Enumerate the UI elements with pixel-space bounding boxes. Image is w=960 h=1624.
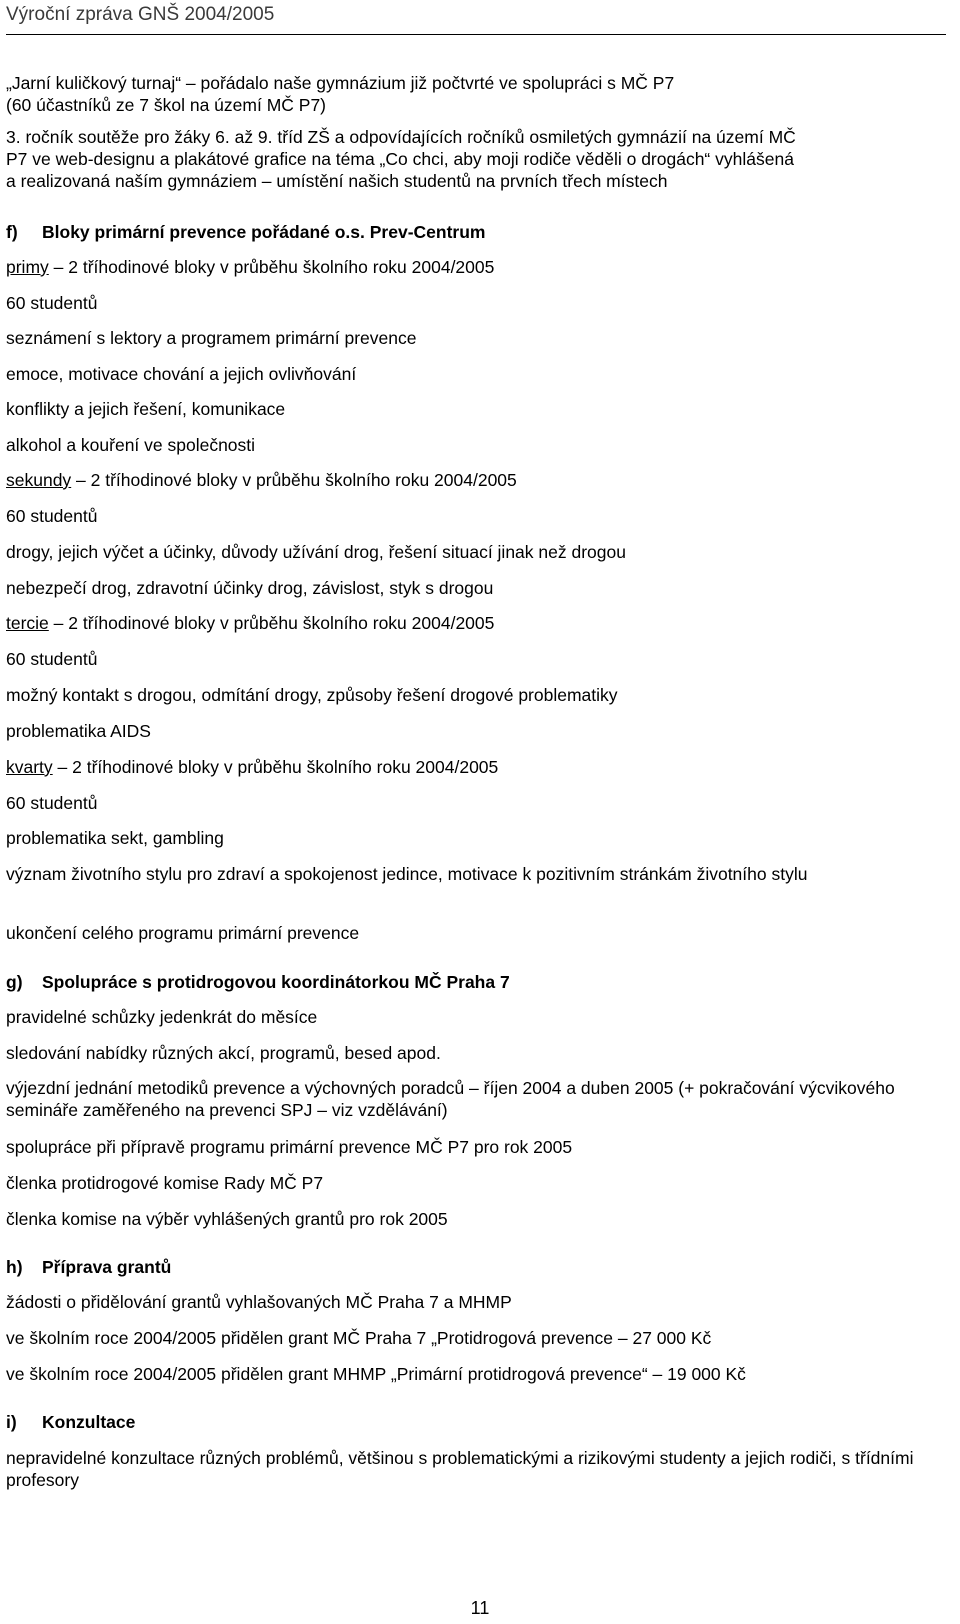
list-item: seznámení s lektory a programem primární prevence — [6, 328, 417, 348]
grade-line-sekundy — [6, 469, 940, 491]
section-label: i) — [6, 1412, 17, 1432]
section-h-heading — [6, 1256, 940, 1278]
section-title: Příprava grantů — [42, 1257, 172, 1277]
list-item: výjezdní jednání metodiků prevence a výchovných poradců – říjen 2004 a duben 2005 (+ pokračování výcvikového semináře zaměřeného na prevenci SPJ – viz vzdělávání) — [6, 1078, 895, 1120]
list-item: drogy, jejich výčet a účinky, důvody užívání drog, řešení situací jinak než drogou — [6, 542, 626, 562]
grade-desc: – 2 tříhodinové bloky v průběhu školního roku 2004/2005 — [52, 757, 499, 777]
list-item: ve školním roce 2004/2005 přidělen grant MHMP „Primární protidrogová prevence“ – 19 000 Kč — [6, 1364, 746, 1384]
page-number: 11 — [470, 1598, 490, 1618]
document-header: Výroční zpráva GNŠ 2004/2005 — [6, 4, 275, 25]
list-item: nepravidelné konzultace různých problémů, většinou s problematickými a rizikovými studenty a jejich rodiči, s třídními profesory — [6, 1448, 914, 1490]
list-item: možný kontakt s drogou, odmítání drogy, způsoby řešení drogové problematiky — [6, 685, 618, 705]
section-label: g) — [6, 972, 23, 992]
intro-line: a realizovaná naším gymnáziem – umístění našich studentů na prvních třech místech — [6, 171, 668, 191]
intro-line: (60 účastníků ze 7 škol na území MČ P7) — [6, 95, 326, 115]
student-count: 60 studentů — [6, 506, 98, 526]
intro-line: „Jarní kuličkový turnaj“ – pořádalo naše gymnázium již počtvrté ve spolupráci s MČ P7 — [6, 73, 675, 93]
list-item: spolupráce při přípravě programu primární prevence MČ P7 pro rok 2005 — [6, 1137, 573, 1157]
section-title: Konzultace — [42, 1412, 136, 1432]
list-item: emoce, motivace chování a jejich ovlivňování — [6, 364, 357, 384]
section-title: Bloky primární prevence pořádané o.s. Prev-Centrum — [42, 222, 486, 242]
section-label: f) — [6, 222, 18, 242]
student-count: 60 studentů — [6, 793, 98, 813]
intro-line: 3. ročník soutěže pro žáky 6. až 9. tříd ZŠ a odpovídajících ročníků osmiletých gymnázií na území MČ — [6, 127, 796, 147]
header-divider — [6, 34, 946, 35]
student-count: 60 studentů — [6, 293, 98, 313]
list-item: alkohol a kouření ve společnosti — [6, 435, 256, 455]
grade-desc: – 2 tříhodinové bloky v průběhu školního roku 2004/2005 — [71, 470, 517, 490]
section-g-heading — [6, 971, 940, 993]
list-item: žádosti o přidělování grantů vyhlašovaných MČ Praha 7 a MHMP — [6, 1292, 512, 1312]
list-item: konflikty a jejich řešení, komunikace — [6, 399, 286, 419]
grade-term: tercie — [6, 613, 49, 633]
section-i-heading — [6, 1411, 940, 1433]
grade-line-primy — [6, 256, 940, 278]
list-item: pravidelné schůzky jedenkrát do měsíce — [6, 1007, 318, 1027]
grade-term: sekundy — [6, 470, 72, 490]
grade-line-tercie — [6, 612, 940, 634]
list-item: nebezpečí drog, zdravotní účinky drog, závislost, styk s drogou — [6, 578, 494, 598]
grade-line-kvarty — [6, 756, 940, 778]
list-item: ve školním roce 2004/2005 přidělen grant MČ Praha 7 „Protidrogová prevence – 27 000 Kč — [6, 1328, 712, 1348]
grade-term: primy — [6, 257, 49, 277]
list-item: členka protidrogové komise Rady MČ P7 — [6, 1173, 324, 1193]
section-label: h) — [6, 1257, 23, 1277]
section-title: Spolupráce s protidrogovou koordinátorkou MČ Praha 7 — [42, 972, 510, 992]
intro-line: P7 ve web-designu a plakátové grafice na téma „Co chci, aby moji rodiče věděli o drogách“ vyhlášená — [6, 149, 794, 169]
grade-desc: – 2 tříhodinové bloky v průběhu školního roku 2004/2005 — [48, 613, 495, 633]
list-item: problematika sekt, gambling — [6, 828, 224, 848]
section-f-heading — [6, 221, 940, 243]
student-count: 60 studentů — [6, 649, 98, 669]
grade-desc: – 2 tříhodinové bloky v průběhu školního roku 2004/2005 — [48, 257, 495, 277]
list-item: význam životního stylu pro zdraví a spokojenost jedince, motivace k pozitivním stránkám životního stylu — [6, 864, 808, 884]
list-item: problematika AIDS — [6, 721, 151, 741]
list-item: sledování nabídky různých akcí, programů, besed apod. — [6, 1043, 441, 1063]
grade-term: kvarty — [6, 757, 53, 777]
list-item: ukončení celého programu primární prevence — [6, 923, 360, 943]
list-item: členka komise na výběr vyhlášených grantů pro rok 2005 — [6, 1209, 448, 1229]
